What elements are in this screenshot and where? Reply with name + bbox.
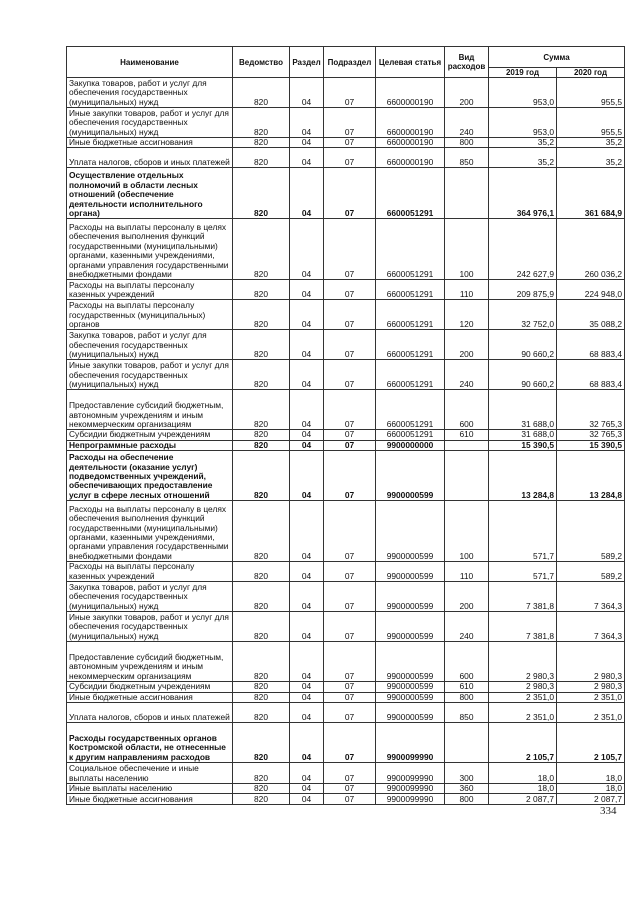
cell-y2020: 2 105,7	[557, 723, 625, 763]
cell-dept: 820	[233, 430, 290, 440]
cell-target: 9900000599	[376, 682, 445, 692]
cell-target: 6600051291	[376, 300, 445, 330]
cell-sub: 07	[324, 168, 376, 219]
cell-sec: 04	[290, 78, 324, 108]
cell-y2019: 35,2	[489, 138, 557, 148]
cell-y2020: 955,5	[557, 108, 625, 138]
cell-name: Предоставление субсидий бюджетным, автономным учреждениям и иным некоммерческим организациям	[67, 390, 233, 430]
cell-sec: 04	[290, 451, 324, 501]
cell-y2020: 7 364,3	[557, 612, 625, 642]
cell-y2019: 13 284,8	[489, 451, 557, 501]
table-row	[67, 451, 625, 501]
cell-target: 9900099990	[376, 763, 445, 784]
cell-target: 9900000599	[376, 562, 445, 582]
cell-sec: 04	[290, 148, 324, 168]
cell-dept: 820	[233, 612, 290, 642]
cell-sub: 07	[324, 763, 376, 784]
cell-y2019: 2 087,7	[489, 794, 557, 805]
cell-y2019: 18,0	[489, 784, 557, 794]
cell-target: 9900000599	[376, 501, 445, 562]
cell-sec: 04	[290, 582, 324, 612]
header-sum: Сумма	[489, 47, 625, 68]
table-row	[67, 794, 625, 805]
cell-type: 300	[445, 763, 489, 784]
cell-y2019: 90 660,2	[489, 330, 557, 360]
cell-sub: 07	[324, 703, 376, 723]
cell-y2020: 7 364,3	[557, 582, 625, 612]
budget-table	[66, 46, 625, 805]
cell-type: 600	[445, 642, 489, 682]
cell-name: Уплата налогов, сборов и иных платежей	[67, 703, 233, 723]
cell-target: 9900099990	[376, 723, 445, 763]
table-row	[67, 440, 625, 450]
cell-type: 850	[445, 703, 489, 723]
cell-type: 240	[445, 612, 489, 642]
cell-target: 6600051291	[376, 390, 445, 430]
cell-name: Субсидии бюджетным учреждениям	[67, 430, 233, 440]
cell-y2020: 361 684,9	[557, 168, 625, 219]
cell-sub: 07	[324, 784, 376, 794]
cell-target: 9900000599	[376, 451, 445, 501]
table-row	[67, 78, 625, 108]
cell-type: 100	[445, 501, 489, 562]
table-row	[67, 723, 625, 763]
header-department: Ведомство	[233, 47, 290, 78]
table-row	[67, 360, 625, 390]
cell-type: 800	[445, 794, 489, 805]
table-row	[67, 108, 625, 138]
table-row	[67, 300, 625, 330]
table-row	[67, 784, 625, 794]
cell-target: 6600000190	[376, 108, 445, 138]
cell-y2020: 2 351,0	[557, 692, 625, 702]
cell-target: 6600051291	[376, 219, 445, 280]
cell-dept: 820	[233, 794, 290, 805]
cell-sec: 04	[290, 501, 324, 562]
cell-dept: 820	[233, 108, 290, 138]
cell-y2019: 242 627,9	[489, 219, 557, 280]
cell-target: 6600051291	[376, 280, 445, 300]
cell-target: 6600051291	[376, 330, 445, 360]
cell-sub: 07	[324, 390, 376, 430]
cell-type: 610	[445, 682, 489, 692]
cell-type: 200	[445, 78, 489, 108]
cell-type: 800	[445, 692, 489, 702]
cell-dept: 820	[233, 330, 290, 360]
cell-sub: 07	[324, 330, 376, 360]
cell-dept: 820	[233, 723, 290, 763]
cell-name: Уплата налогов, сборов и иных платежей	[67, 148, 233, 168]
cell-sec: 04	[290, 300, 324, 330]
cell-target: 9900000599	[376, 612, 445, 642]
cell-sec: 04	[290, 440, 324, 450]
header-section: Раздел	[290, 47, 324, 78]
table-row	[67, 562, 625, 582]
cell-sub: 07	[324, 280, 376, 300]
cell-y2019: 18,0	[489, 763, 557, 784]
header-year-2019: 2019 год	[489, 68, 557, 78]
table-row	[67, 692, 625, 702]
cell-type: 200	[445, 330, 489, 360]
cell-sub: 07	[324, 78, 376, 108]
table-row	[67, 642, 625, 682]
cell-y2020: 13 284,8	[557, 451, 625, 501]
cell-sec: 04	[290, 794, 324, 805]
cell-y2020: 32 765,3	[557, 390, 625, 430]
table-row	[67, 682, 625, 692]
cell-y2020: 35 088,2	[557, 300, 625, 330]
cell-dept: 820	[233, 300, 290, 330]
table-row	[67, 138, 625, 148]
cell-sec: 04	[290, 390, 324, 430]
cell-type: 200	[445, 582, 489, 612]
cell-target: 9900000599	[376, 692, 445, 702]
cell-dept: 820	[233, 451, 290, 501]
cell-name: Расходы на выплаты персоналу в целях обеспечения выполнения функций государственными (муниципальными) органами, казенными учреждениями, органами управления государственными внебюджетными фондами	[67, 501, 233, 562]
cell-y2020: 35,2	[557, 148, 625, 168]
cell-y2019: 953,0	[489, 108, 557, 138]
cell-y2020: 32 765,3	[557, 430, 625, 440]
cell-y2020: 2 980,3	[557, 682, 625, 692]
cell-target: 6600051291	[376, 168, 445, 219]
header-expense-type: Вид расходов	[445, 47, 489, 78]
cell-type: 120	[445, 300, 489, 330]
cell-sub: 07	[324, 360, 376, 390]
header-name: Наименование	[67, 47, 233, 78]
cell-dept: 820	[233, 78, 290, 108]
cell-dept: 820	[233, 784, 290, 794]
table-row	[67, 763, 625, 784]
header-target-article: Целевая статья	[376, 47, 445, 78]
header-subsection: Подраздел	[324, 47, 376, 78]
cell-dept: 820	[233, 390, 290, 430]
cell-sec: 04	[290, 168, 324, 219]
cell-sub: 07	[324, 692, 376, 702]
cell-dept: 820	[233, 138, 290, 148]
cell-y2019: 2 980,3	[489, 682, 557, 692]
cell-name: Осуществление отдельных полномочий в области лесных отношений (обеспечение деятельности исполнительного органа)	[67, 168, 233, 219]
cell-y2020: 68 883,4	[557, 360, 625, 390]
cell-type: 240	[445, 360, 489, 390]
cell-y2020: 18,0	[557, 763, 625, 784]
cell-target: 6600000190	[376, 78, 445, 108]
cell-target: 9900000000	[376, 440, 445, 450]
cell-dept: 820	[233, 763, 290, 784]
cell-type: 360	[445, 784, 489, 794]
cell-y2019: 32 752,0	[489, 300, 557, 330]
cell-type	[445, 723, 489, 763]
cell-y2019: 571,7	[489, 562, 557, 582]
cell-type	[445, 168, 489, 219]
cell-sub: 07	[324, 562, 376, 582]
cell-sub: 07	[324, 300, 376, 330]
cell-y2019: 571,7	[489, 501, 557, 562]
cell-y2019: 15 390,5	[489, 440, 557, 450]
cell-dept: 820	[233, 219, 290, 280]
cell-y2020: 15 390,5	[557, 440, 625, 450]
cell-dept: 820	[233, 562, 290, 582]
cell-y2019: 31 688,0	[489, 430, 557, 440]
cell-sec: 04	[290, 360, 324, 390]
table-body	[67, 78, 625, 805]
cell-y2019: 2 351,0	[489, 703, 557, 723]
budget-table-sheet	[66, 46, 624, 805]
cell-y2020: 35,2	[557, 138, 625, 148]
cell-name: Иные бюджетные ассигнования	[67, 794, 233, 805]
cell-y2020: 224 948,0	[557, 280, 625, 300]
cell-sub: 07	[324, 148, 376, 168]
cell-sub: 07	[324, 501, 376, 562]
cell-type: 600	[445, 390, 489, 430]
cell-sec: 04	[290, 642, 324, 682]
cell-dept: 820	[233, 440, 290, 450]
cell-target: 9900000599	[376, 703, 445, 723]
cell-dept: 820	[233, 642, 290, 682]
cell-name: Расходы государственных органов Костромской области, не отнесенные к другим направлениям расходов	[67, 723, 233, 763]
table-row	[67, 582, 625, 612]
cell-name: Иные закупки товаров, работ и услуг для обеспечения государственных (муниципальных) нужд	[67, 612, 233, 642]
cell-type: 100	[445, 219, 489, 280]
table-row	[67, 390, 625, 430]
cell-target: 6600051291	[376, 430, 445, 440]
cell-sec: 04	[290, 723, 324, 763]
cell-target: 6600051291	[376, 360, 445, 390]
cell-y2019: 2 980,3	[489, 642, 557, 682]
table-row	[67, 612, 625, 642]
cell-name: Иные бюджетные ассигнования	[67, 692, 233, 702]
table-row	[67, 330, 625, 360]
cell-target: 9900099990	[376, 784, 445, 794]
cell-dept: 820	[233, 692, 290, 702]
cell-name: Иные закупки товаров, работ и услуг для обеспечения государственных (муниципальных) нужд	[67, 108, 233, 138]
cell-y2020: 589,2	[557, 562, 625, 582]
cell-name: Расходы на обеспечение деятельности (оказание услуг) подведомственных учреждений, обеспечивающих предоставление услуг в сфере лесных отношений	[67, 451, 233, 501]
cell-sec: 04	[290, 108, 324, 138]
cell-y2019: 90 660,2	[489, 360, 557, 390]
cell-sub: 07	[324, 612, 376, 642]
cell-type: 240	[445, 108, 489, 138]
cell-name: Расходы на выплаты персоналу казенных учреждений	[67, 562, 233, 582]
table-row	[67, 219, 625, 280]
cell-sub: 07	[324, 219, 376, 280]
cell-name: Расходы на выплаты персоналу в целях обеспечения выполнения функций государственными (муниципальными) органами, казенными учреждениями, органами управления государственными внебюджетными фондами	[67, 219, 233, 280]
cell-name: Иные выплаты населению	[67, 784, 233, 794]
cell-type	[445, 451, 489, 501]
cell-sec: 04	[290, 430, 324, 440]
cell-dept: 820	[233, 168, 290, 219]
cell-y2020: 2 980,3	[557, 642, 625, 682]
cell-y2019: 7 381,8	[489, 582, 557, 612]
cell-y2019: 7 381,8	[489, 612, 557, 642]
cell-name: Расходы на выплаты персоналу казенных учреждений	[67, 280, 233, 300]
cell-dept: 820	[233, 501, 290, 562]
cell-y2019: 31 688,0	[489, 390, 557, 430]
cell-sec: 04	[290, 784, 324, 794]
cell-sec: 04	[290, 763, 324, 784]
cell-type: 610	[445, 430, 489, 440]
cell-y2020: 68 883,4	[557, 330, 625, 360]
cell-sub: 07	[324, 108, 376, 138]
cell-name: Закупка товаров, работ и услуг для обеспечения государственных (муниципальных) нужд	[67, 582, 233, 612]
cell-y2019: 364 976,1	[489, 168, 557, 219]
cell-sec: 04	[290, 692, 324, 702]
cell-type: 850	[445, 148, 489, 168]
cell-name: Иные закупки товаров, работ и услуг для обеспечения государственных (муниципальных) нужд	[67, 360, 233, 390]
table-row	[67, 501, 625, 562]
cell-sub: 07	[324, 682, 376, 692]
table-row	[67, 280, 625, 300]
cell-sub: 07	[324, 440, 376, 450]
page-number: 334	[600, 805, 617, 817]
cell-sub: 07	[324, 723, 376, 763]
cell-sub: 07	[324, 138, 376, 148]
cell-y2020: 589,2	[557, 501, 625, 562]
cell-name: Субсидии бюджетным учреждениям	[67, 682, 233, 692]
cell-y2020: 955,5	[557, 78, 625, 108]
table-row	[67, 148, 625, 168]
cell-sec: 04	[290, 280, 324, 300]
cell-name: Непрограммные расходы	[67, 440, 233, 450]
cell-sub: 07	[324, 430, 376, 440]
cell-type: 800	[445, 138, 489, 148]
cell-target: 6600000190	[376, 138, 445, 148]
cell-dept: 820	[233, 280, 290, 300]
cell-sec: 04	[290, 682, 324, 692]
cell-type: 110	[445, 280, 489, 300]
cell-y2019: 2 105,7	[489, 723, 557, 763]
cell-name: Иные бюджетные ассигнования	[67, 138, 233, 148]
cell-sec: 04	[290, 138, 324, 148]
cell-dept: 820	[233, 682, 290, 692]
cell-y2019: 953,0	[489, 78, 557, 108]
cell-type: 110	[445, 562, 489, 582]
header-year-2020: 2020 год	[557, 68, 625, 78]
table-row	[67, 168, 625, 219]
cell-y2019: 209 875,9	[489, 280, 557, 300]
cell-dept: 820	[233, 360, 290, 390]
cell-target: 9900000599	[376, 582, 445, 612]
table-row	[67, 430, 625, 440]
cell-dept: 820	[233, 703, 290, 723]
table-row	[67, 703, 625, 723]
cell-y2019: 35,2	[489, 148, 557, 168]
cell-name: Закупка товаров, работ и услуг для обеспечения государственных (муниципальных) нужд	[67, 78, 233, 108]
cell-type	[445, 440, 489, 450]
cell-sec: 04	[290, 562, 324, 582]
cell-y2020: 2 351,0	[557, 703, 625, 723]
cell-target: 9900099990	[376, 794, 445, 805]
cell-name: Закупка товаров, работ и услуг для обеспечения государственных (муниципальных) нужд	[67, 330, 233, 360]
cell-y2020: 2 087,7	[557, 794, 625, 805]
cell-sub: 07	[324, 642, 376, 682]
cell-target: 9900000599	[376, 642, 445, 682]
cell-name: Предоставление субсидий бюджетным, автономным учреждениям и иным некоммерческим организациям	[67, 642, 233, 682]
cell-target: 6600000190	[376, 148, 445, 168]
cell-dept: 820	[233, 148, 290, 168]
cell-name: Социальное обеспечение и иные выплаты населению	[67, 763, 233, 784]
cell-dept: 820	[233, 582, 290, 612]
cell-sec: 04	[290, 612, 324, 642]
cell-y2020: 18,0	[557, 784, 625, 794]
cell-sub: 07	[324, 794, 376, 805]
cell-name: Расходы на выплаты персоналу государственных (муниципальных) органов	[67, 300, 233, 330]
cell-y2020: 260 036,2	[557, 219, 625, 280]
cell-y2019: 2 351,0	[489, 692, 557, 702]
cell-sub: 07	[324, 451, 376, 501]
cell-sec: 04	[290, 219, 324, 280]
cell-sub: 07	[324, 582, 376, 612]
cell-sec: 04	[290, 330, 324, 360]
cell-sec: 04	[290, 703, 324, 723]
